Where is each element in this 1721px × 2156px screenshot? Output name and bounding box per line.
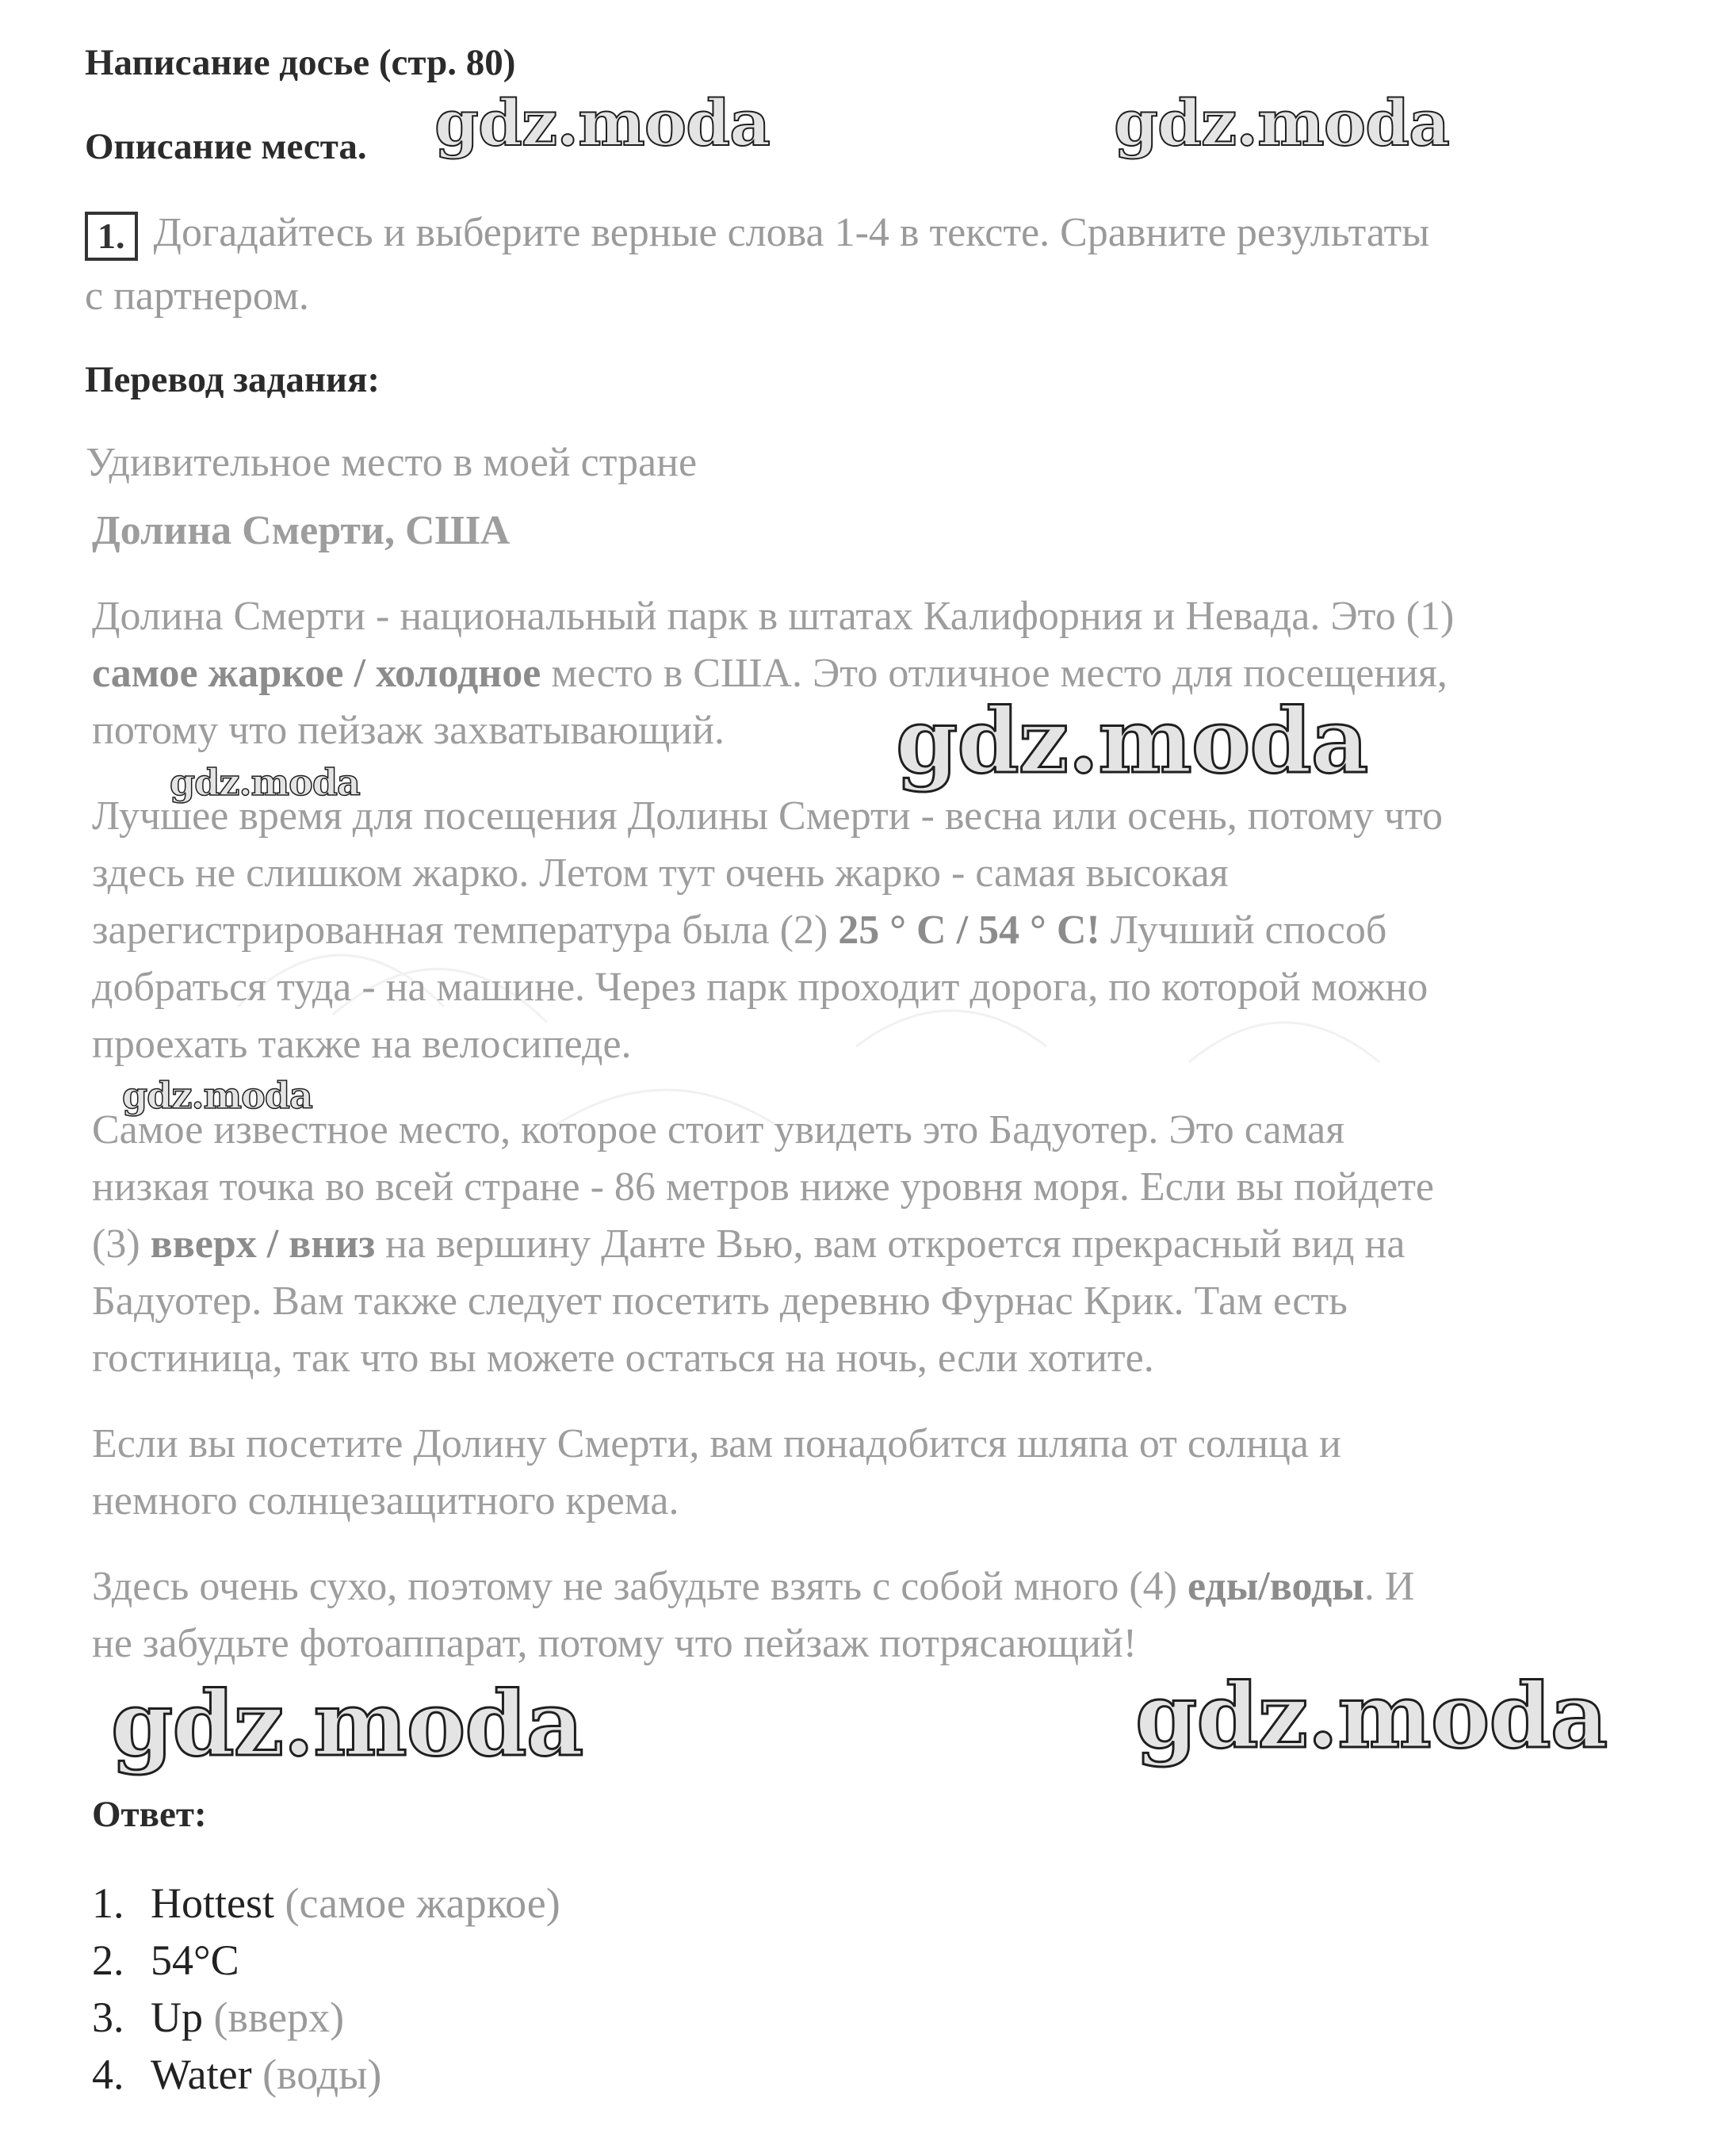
watermark: gdz.moda [170, 761, 360, 804]
task-text-1: Догадайтесь и выберите верные слова 1-4 в тексте. Сравните результаты [153, 210, 1430, 255]
watermark: gdz.moda [434, 86, 770, 160]
watermark: gdz.moda [896, 690, 1368, 793]
p2-line-1: Лучшее время для посещения Долины Смерти - весна или осень, потому что [92, 793, 1444, 839]
p3-line-2: низкая точка во всей стране - 86 метров ниже уровня моря. Если вы пойдете [92, 1164, 1434, 1210]
watermark: gdz.moda [1135, 1665, 1608, 1768]
article-kicker: Удивительное место в моей стране [86, 440, 698, 485]
watermark: gdz.moda [122, 1074, 312, 1117]
p1-line-3: потому что пейзаж захватывающий. [92, 708, 725, 753]
p5-line-2: не забудьте фотоаппарат, потому что пейзаж потрясающий! [92, 1621, 1138, 1666]
watermark: gdz.moda [1114, 86, 1449, 160]
p2-line-3: зарегистрированная температура была (2) 25 ° C / 54 ° C! Лучший способ [92, 908, 1387, 953]
p3-line-4: Бадуотер. Вам также следует посетить деревню Фурнас Крик. Там есть [92, 1279, 1348, 1324]
p4-line-1: Если вы посетите Долину Смерти, вам понадобится шляпа от солнца и [92, 1421, 1341, 1466]
task-line-1 [85, 209, 1429, 261]
answer-item: 1. Hottest (самое жаркое) [92, 1879, 560, 1927]
p3-line-3: (3) вверх / вниз на вершину Данте Вью, вам откроется прекрасный вид на [92, 1221, 1405, 1267]
choice-2: 25 ° C / 54 ° C! [838, 908, 1100, 953]
answer-item: 3. Up (вверх) [92, 1994, 345, 2041]
p4-line-2: немного солнцезащитного крема. [92, 1478, 679, 1523]
task-number-badge: 1. [85, 212, 138, 261]
article-title: Долина Смерти, США [92, 508, 511, 553]
answer-item: 4. Water (воды) [92, 2051, 382, 2098]
p2-line-5: проехать также на велосипеде. [92, 1022, 632, 1067]
p2-line-4: добраться туда - на машине. Через парк проходит дорога, по которой можно [92, 965, 1428, 1010]
p5-line-1: Здесь очень сухо, поэтому не забудьте взять с собой много (4) еды/воды. И [92, 1564, 1415, 1609]
page-title: Написание досье (стр. 80) [85, 42, 516, 83]
choice-4: еды/воды [1187, 1564, 1364, 1609]
translation-heading: Перевод задания: [85, 359, 381, 400]
answer-item: 2. 54°C [92, 1936, 239, 1984]
watermark: gdz.moda [111, 1672, 583, 1776]
p2-line-2: здесь не слишком жарко. Летом тут очень жарко - самая высокая [92, 851, 1229, 896]
section-subtitle: Описание места. [85, 126, 367, 167]
answer-heading: Ответ: [92, 1794, 207, 1835]
p1-line-2: самое жаркое / холодное место в США. Это отличное место для посещения, [92, 651, 1448, 696]
p1-line-1: Долина Смерти - национальный парк в штатах Калифорния и Невада. Это (1) [92, 594, 1455, 639]
choice-1: самое жаркое / холодное [92, 651, 541, 696]
p3-line-1: Самое известное место, которое стоит увидеть это Бадуотер. Это самая [92, 1107, 1345, 1153]
p3-line-5: гостиница, так что вы можете остаться на ночь, если хотите. [92, 1336, 1154, 1381]
choice-3: вверх / вниз [150, 1221, 376, 1267]
task-text-2: с партнером. [85, 273, 309, 319]
